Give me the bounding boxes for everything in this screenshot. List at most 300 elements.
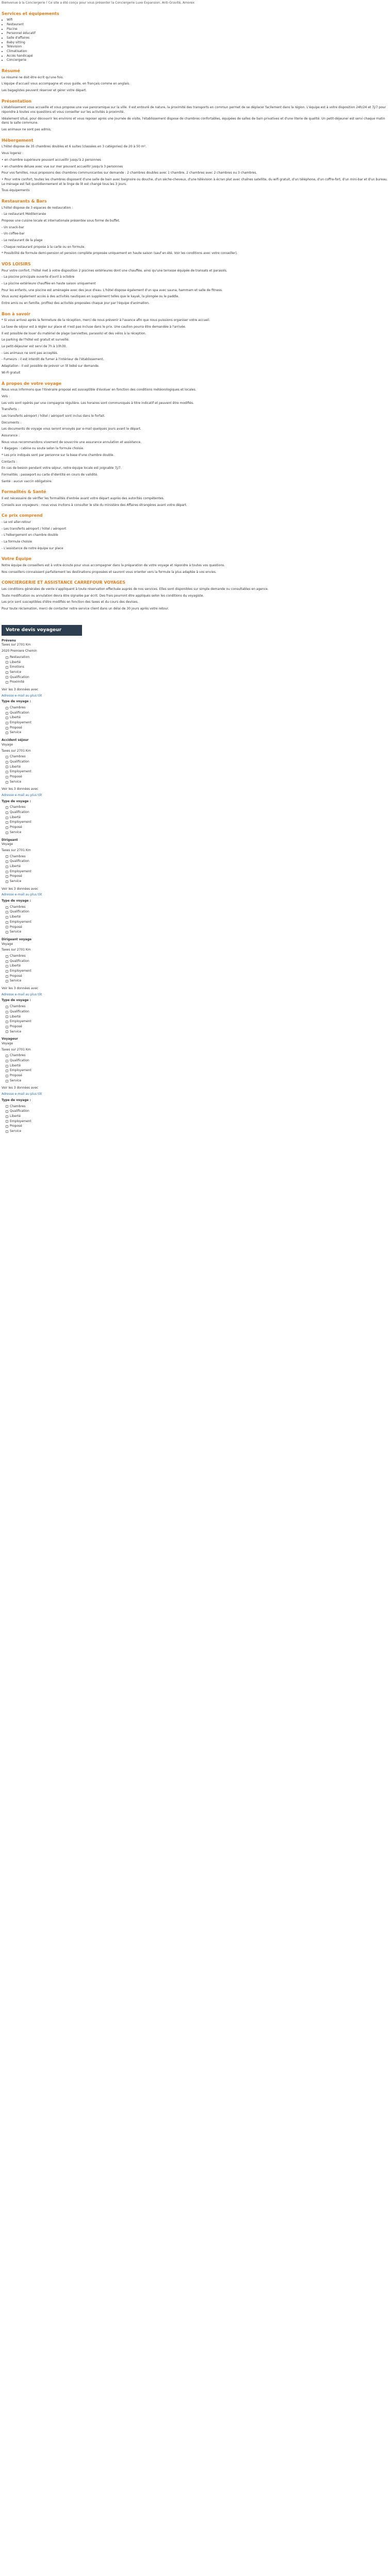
listing-price: Voyage <box>2 842 13 846</box>
section-equipe <box>2 556 389 574</box>
section-paragraph: * Possibilité de formule demi-pension et pension complète proposée uniquement en haute saison (sauf en été. Voir les conditions avec votre conseiller). <box>2 251 238 256</box>
service-option-label: Employement <box>10 1069 31 1073</box>
section-paragraph: Transferts : <box>2 408 19 412</box>
checkbox[interactable] <box>6 1011 8 1013</box>
checkbox[interactable] <box>6 661 8 664</box>
checkbox[interactable] <box>6 676 8 679</box>
type-choices <box>2 905 389 935</box>
listing-item <box>2 639 389 735</box>
section-title: Votre Équipe <box>2 556 32 562</box>
listing-services <box>2 954 389 984</box>
service-option[interactable] <box>6 680 389 685</box>
section-resume <box>2 68 389 93</box>
section-paragraph: Pour vos familles, nous proposons des chambres communicantes sur demande : 2 chambres doubles avec 1 chambre, 2 chambres avec 2 chambres ou 3 chambres. <box>2 171 257 175</box>
type-option-label: Chambres <box>10 1104 26 1108</box>
contact-row <box>2 694 389 699</box>
section-title: CONCIERGERIE ET ASSISTANCE CARREFOUR VOYAGES <box>2 580 126 585</box>
checkbox[interactable] <box>6 860 8 863</box>
section-paragraph: • Pour votre confort, toutes les chambres disposent d'une salle de bain avec baignoire ou douche, d'un sèche-cheveux, d'une télévision à écran plat avec chaînes satellite, du wifi gratuit, d'un téléphone, d'un coffre-fort, d'un mini-bar et d'un bureau. Le ménage est fait quotidiennement et le linge de lit est changé tous les 3 jours. <box>2 177 388 186</box>
listing-services <box>2 655 389 685</box>
section-title: Résumé <box>2 69 20 74</box>
section-paragraph: Le parking de l'hôtel est gratuit et surveillé. <box>2 338 70 342</box>
service-option[interactable] <box>6 655 389 660</box>
section-paragraph: Idéalement situé, pour découvrir les environs et vous reposer après une journée de visite, l'établissement dispose de chambres confortables, équipées de salles de bain privatives et d'une literie de qualité. Un petit-déjeuner est servi chaque matin dans la salle commune. <box>2 116 385 125</box>
checkbox[interactable] <box>6 926 8 928</box>
checkbox[interactable] <box>6 776 8 778</box>
checkbox[interactable] <box>6 1055 8 1057</box>
type-option-label: Employement <box>10 1020 31 1024</box>
service-item: • Accès handicapé <box>7 54 389 59</box>
type-option-label: Service <box>10 1129 22 1133</box>
service-option[interactable] <box>6 1064 389 1069</box>
checkbox[interactable] <box>6 955 8 958</box>
type-option[interactable] <box>6 1120 389 1124</box>
section-paragraph: Les bagagistes peuvent réserver et gérer votre départ. <box>2 89 87 93</box>
type-option[interactable] <box>6 925 389 930</box>
service-option[interactable] <box>6 979 389 984</box>
section-paragraph: - Les animaux ne sont pas acceptés. <box>2 351 58 355</box>
checkbox[interactable] <box>6 1125 8 1128</box>
section-paragraph: Pour toute réclamation, merci de contacter notre service client dans un délai de 30 jours après votre retour. <box>2 607 169 611</box>
section-paragraph: - Fumeurs : il est interdit de fumer à l'intérieur de l'établissement. <box>2 358 104 362</box>
service-option-label: Liberté <box>10 1063 21 1067</box>
checkbox[interactable] <box>6 855 8 858</box>
type-option[interactable] <box>6 1129 389 1134</box>
listing-distance: Voir les 3 données avec <box>2 887 39 891</box>
section-paragraph: - Un snack-bar <box>2 225 24 229</box>
service-option-label: Qualification <box>10 759 29 764</box>
section-paragraph: Les transferts aéroport / hôtel / aéroport sont inclus dans le forfait. <box>2 414 105 418</box>
type-option[interactable] <box>6 711 389 716</box>
checkbox[interactable] <box>6 880 8 883</box>
type-choices <box>2 1105 389 1134</box>
service-option[interactable] <box>6 675 389 680</box>
section-paragraph: - Le vol aller-retour <box>2 520 31 524</box>
type-option[interactable] <box>6 1025 389 1029</box>
section-paragraph: - Les transferts aéroport / hôtel / aéroport <box>2 527 67 531</box>
section-title: Hébergement <box>2 138 34 143</box>
checkbox[interactable] <box>6 875 8 878</box>
type-option[interactable] <box>6 905 389 910</box>
checkbox[interactable] <box>6 766 8 768</box>
service-option[interactable] <box>6 770 389 774</box>
section-paragraph: Vols : <box>2 394 10 398</box>
section-title: Présentation <box>2 98 32 104</box>
contact-link[interactable]: Adresse e-mail au plus tôt <box>2 793 42 798</box>
service-option[interactable] <box>6 765 389 770</box>
section-paragraph: Santé : aucun vaccin obligatoire. <box>2 479 53 483</box>
checkbox[interactable] <box>6 771 8 773</box>
section-paragraph: Les prix sont susceptibles d'être modifiés en fonction des taxes et du cours des devises. <box>2 600 139 604</box>
service-option-label: Liberté <box>10 964 21 968</box>
type-option[interactable] <box>6 820 389 825</box>
service-option-label: Liberté <box>10 765 21 769</box>
checkbox[interactable] <box>6 1060 8 1062</box>
section-paragraph: Le petit-déjeuner est servi de 7h à 10h30. <box>2 345 67 349</box>
checkbox[interactable] <box>6 1026 8 1028</box>
service-option[interactable] <box>6 859 389 864</box>
type-option-label: Qualification <box>10 810 29 815</box>
service-option[interactable] <box>6 1079 389 1083</box>
type-choices <box>2 1005 389 1034</box>
listing-distance: Voir les 3 données avec <box>2 787 39 791</box>
checkbox[interactable] <box>6 1105 8 1108</box>
service-item: • Wifi <box>7 18 389 23</box>
type-option[interactable] <box>6 930 389 935</box>
service-option-label: Proposé <box>10 874 22 878</box>
type-option[interactable] <box>6 1114 389 1119</box>
checkbox[interactable] <box>6 656 8 659</box>
checkbox[interactable] <box>6 732 8 734</box>
type-option-label: Qualification <box>10 1109 29 1113</box>
listing-name: Dirigeant <box>2 838 18 842</box>
checkbox[interactable] <box>6 921 8 924</box>
listing-distance: Voir les 3 données avec <box>2 1086 39 1090</box>
service-item: • Salle d'affaires <box>7 36 389 41</box>
section-paragraph: L'hôtel dispose de 35 chambres doubles et 6 suites (classées en 3 catégories) de 20 à 50 m². <box>2 145 146 149</box>
listing-address: 2020 Premiere Chemin <box>2 649 37 653</box>
checkbox[interactable] <box>6 906 8 909</box>
service-option-label: Proposé <box>10 974 22 978</box>
section-title: À propos de votre voyage <box>2 381 62 386</box>
section-paragraph: En cas de besoin pendant votre séjour, notre équipe locale est joignable 7j/7. <box>2 466 122 470</box>
service-option[interactable] <box>6 865 389 869</box>
service-item: • Baby sitting <box>7 41 389 45</box>
service-option[interactable] <box>6 780 389 785</box>
section-paragraph: Toute modification ou annulation devra être signalée par écrit. Des frais pourront être appliqués selon les conditions du voyagiste. <box>2 594 204 598</box>
checkbox[interactable] <box>6 756 8 758</box>
service-option[interactable] <box>6 959 389 964</box>
section-paragraph: Pour les enfants, une piscine est aménagée avec des jeux d'eau. L'hôtel dispose également d'un spa avec sauna, hammam et salle de fitness. <box>2 288 223 292</box>
checkbox[interactable] <box>6 727 8 730</box>
section-apropos <box>2 381 389 484</box>
type-option[interactable] <box>6 1015 389 1020</box>
listing-price: Voyage <box>2 1041 13 1045</box>
type-option-label: Chambres <box>10 706 26 710</box>
type-option[interactable] <box>6 805 389 810</box>
section-paragraph: Documents : <box>2 420 22 425</box>
service-option[interactable] <box>6 1059 389 1063</box>
service-option[interactable] <box>6 874 389 879</box>
checkbox[interactable] <box>6 761 8 764</box>
section-services <box>2 11 389 63</box>
service-option[interactable] <box>6 775 389 779</box>
contact-link[interactable]: Adresse e-mail au plus tôt <box>2 893 42 897</box>
checkbox[interactable] <box>6 866 8 868</box>
section-paragraph: Formalités : passeport ou carte d'identité en cours de validité. <box>2 473 99 477</box>
service-option[interactable] <box>6 670 389 675</box>
listing-item <box>2 938 389 1034</box>
listings <box>2 639 389 1134</box>
section-paragraph: Pour votre confort, l'hôtel met à votre disposition 2 piscines extérieures dont une chauffée, ainsi qu'une terrasse équipée de transats et parasols. <box>2 268 227 273</box>
listing-name: Accident séjour <box>2 738 29 742</box>
service-option-label: Employement <box>10 969 31 973</box>
service-option[interactable] <box>6 855 389 859</box>
checkbox[interactable] <box>6 1006 8 1008</box>
service-option-label: Employement <box>10 869 31 873</box>
section-restaurants <box>2 198 389 256</box>
type-option-label: Proposé <box>10 825 22 829</box>
type-option[interactable] <box>6 1005 389 1009</box>
checkbox[interactable] <box>6 707 8 709</box>
section-title: Bon à savoir <box>2 311 30 316</box>
services-list <box>2 18 389 63</box>
section-paragraph: Entre amis ou en famille, profitez des activités proposées chaque jour par l'équipe d'animation. <box>2 301 150 306</box>
checkbox[interactable] <box>6 970 8 973</box>
checkbox[interactable] <box>6 1065 8 1067</box>
section-paragraph: - La piscine principale ouverte d'avril à octobre <box>2 275 75 279</box>
type-option-label: Liberté <box>10 1014 21 1019</box>
service-option[interactable] <box>6 1069 389 1073</box>
listing-name: Prévenu <box>2 638 16 642</box>
checkbox[interactable] <box>6 717 8 719</box>
service-option[interactable] <box>6 1054 389 1058</box>
type-option-label: Liberté <box>10 716 21 720</box>
listing-distance: Voir les 3 données avec <box>2 987 39 991</box>
listing-distance: Voir les 3 données avec <box>2 687 39 691</box>
service-option[interactable] <box>6 969 389 974</box>
type-option-label: Chambres <box>10 805 26 809</box>
type-option-label: Employement <box>10 721 31 725</box>
section-paragraph: - L'assistance de notre équipe sur place <box>2 546 63 550</box>
section-paragraph: • Bagages : cabine ou soute selon la formule choisie. <box>2 447 84 451</box>
type-option-label: Service <box>10 1029 22 1033</box>
checkbox[interactable] <box>6 671 8 674</box>
type-option[interactable] <box>6 920 389 925</box>
section-title: Formalités & Santé <box>2 489 46 495</box>
type-choices <box>2 706 389 735</box>
section-paragraph: Wi-Fi gratuit <box>2 370 21 375</box>
section-cgv <box>2 580 389 611</box>
service-option[interactable] <box>6 974 389 979</box>
section-hebergement <box>2 138 389 193</box>
section-paragraph: - Un coffee-bar <box>2 232 25 236</box>
section-paragraph: Conseils aux voyageurs : nous vous invitons à consulter le site du ministère des Affaires étrangères avant votre départ. <box>2 503 187 507</box>
service-option-label: Chambres <box>10 1054 26 1058</box>
section-paragraph: Il est possible de louer du matériel de plage (serviettes, parasols) et des vélos à la réception. <box>2 331 146 335</box>
type-label: Type de voyage : <box>2 998 31 1003</box>
type-option[interactable] <box>6 731 389 735</box>
checkbox[interactable] <box>6 1021 8 1023</box>
listing-services <box>2 855 389 884</box>
service-option-label: Service <box>10 670 22 674</box>
type-option[interactable] <box>6 1010 389 1014</box>
service-item: • Télévision <box>7 45 389 49</box>
checkbox[interactable] <box>6 960 8 963</box>
checkbox[interactable] <box>6 722 8 724</box>
service-option-label: Proximité <box>10 680 25 684</box>
checkbox[interactable] <box>6 1110 8 1113</box>
checkbox[interactable] <box>6 681 8 684</box>
section-title: Services et équipements <box>2 11 59 16</box>
service-item: • Conciergerie <box>7 58 389 63</box>
section-paragraph: Assurance : <box>2 433 20 437</box>
checkbox[interactable] <box>6 1030 8 1033</box>
section-paragraph: - Le restaurant de la plage <box>2 238 43 242</box>
type-option-label: Qualification <box>10 910 29 914</box>
type-option-label: Chambres <box>10 1005 26 1009</box>
section-title: VOS LOISIRS <box>2 262 31 267</box>
section-paragraph: Les conditions générales de vente s'appliquent à toute réservation effectuée auprès de nos services. Elles sont disponibles sur simple demande ou consultables en agence. <box>2 587 269 591</box>
listing-name: Voyageur <box>2 1037 18 1041</box>
checkbox[interactable] <box>6 821 8 824</box>
checkbox[interactable] <box>6 1015 8 1018</box>
checkbox[interactable] <box>6 1115 8 1118</box>
section-paragraph: - La piscine extérieure chauffée en haute saison uniquement <box>2 282 96 285</box>
service-option-label: Proposé <box>10 1074 22 1078</box>
checkbox[interactable] <box>6 666 8 669</box>
type-option[interactable] <box>6 721 389 725</box>
checkbox[interactable] <box>6 1070 8 1072</box>
section-paragraph: L'hôtel dispose de 3 espaces de restauration : <box>2 206 73 210</box>
type-label: Type de voyage : <box>2 799 31 803</box>
section-paragraph: Nos conseillers connaissent parfaitement les destinations proposées et sauront vous orienter vers la formule la plus adaptée à vos envies. <box>2 570 217 574</box>
type-option-label: Employement <box>10 1119 31 1123</box>
type-option[interactable] <box>6 726 389 731</box>
service-option[interactable] <box>6 954 389 959</box>
listing-services <box>2 755 389 784</box>
service-option[interactable] <box>6 1074 389 1078</box>
type-option[interactable] <box>6 910 389 914</box>
type-option-label: Chambres <box>10 905 26 909</box>
checkbox[interactable] <box>6 712 8 715</box>
section-paragraph: Vous logerez : <box>2 151 24 156</box>
type-option-label: Employement <box>10 920 31 924</box>
contact-link[interactable]: Adresse e-mail au plus tôt <box>2 992 42 996</box>
checkbox[interactable] <box>6 1130 8 1133</box>
section-paragraph: Nous vous recommandons vivement de souscrire une assurance annulation et assistance. <box>2 440 142 444</box>
section-loisirs <box>2 261 389 306</box>
checkbox[interactable] <box>6 1120 8 1123</box>
type-option[interactable] <box>6 1030 389 1035</box>
section-paragraph: Notre équipe de conseillers est à votre écoute pour vous accompagner dans la préparation de votre voyage et répondre à toutes vos questions. <box>2 564 225 568</box>
checkbox[interactable] <box>6 871 8 873</box>
service-option[interactable] <box>6 760 389 765</box>
checkbox[interactable] <box>6 916 8 919</box>
type-option-label: Employement <box>10 820 31 824</box>
type-option[interactable] <box>6 706 389 710</box>
type-option[interactable] <box>6 1109 389 1114</box>
service-option[interactable] <box>6 870 389 874</box>
section-paragraph: Adaptation : Il est possible de prévoir un lit bébé sur demande. <box>2 364 100 368</box>
type-option-label: Proposé <box>10 925 22 929</box>
service-option-label: Employement <box>10 770 31 774</box>
type-option-label: Proposé <box>10 725 22 730</box>
service-item: • Personnel éducatif <box>7 31 389 36</box>
type-option[interactable] <box>6 831 389 835</box>
service-option-label: Qualification <box>10 675 29 679</box>
service-option[interactable] <box>6 660 389 665</box>
checkbox[interactable] <box>6 811 8 814</box>
type-option[interactable] <box>6 1124 389 1129</box>
intro-text: Bienvenue à la Conciergerie ! Ce site a été conçu pour vous présenter la Conciergerie Luxe Expansion, Anti-Gravité, Amorex <box>2 1 195 5</box>
section-paragraph: * Si vous arrivez après la fermeture de la réception, merci de nous prévenir à l'avance afin que nous puissions organiser votre accueil. <box>2 318 210 323</box>
listing-address: Taxes sur 2701 Km <box>2 1047 31 1052</box>
type-option[interactable] <box>6 915 389 920</box>
type-option[interactable] <box>6 1105 389 1109</box>
type-label: Type de voyage : <box>2 700 31 704</box>
section-paragraph: • en chambre supérieure pouvant accueillir jusqu'à 2 personnes <box>2 158 101 162</box>
checkbox[interactable] <box>6 806 8 809</box>
checkbox[interactable] <box>6 965 8 968</box>
section-title: Restaurants & Bars <box>2 198 47 204</box>
service-option[interactable] <box>6 879 389 884</box>
service-option-label: Liberté <box>10 864 21 868</box>
contact-row <box>2 993 389 997</box>
listing-price: Voyage <box>2 742 13 747</box>
checkbox[interactable] <box>6 817 8 819</box>
type-option-label: Liberté <box>10 815 21 819</box>
checkbox[interactable] <box>6 911 8 913</box>
checkbox[interactable] <box>6 832 8 834</box>
service-option-label: Qualification <box>10 959 29 963</box>
section-paragraph: - Chaque restaurant propose à la carte ou en formule. <box>2 245 86 249</box>
service-option-label: Chambres <box>10 854 26 858</box>
section-paragraph: * Les prix indiqués sont par personne sur la base d'une chambre double. <box>2 453 115 457</box>
contact-link[interactable]: Adresse e-mail au plus tôt <box>2 693 42 698</box>
type-option[interactable] <box>6 810 389 815</box>
service-option[interactable] <box>6 755 389 759</box>
checkbox[interactable] <box>6 781 8 784</box>
service-option-label: Service <box>10 879 22 884</box>
section-paragraph: Nous vous informons que l'itinéraire proposé est susceptible d'évoluer en fonction des conditions météorologiques et locales. <box>2 388 197 392</box>
section-paragraph: Propose une cuisine locale et internationale présentée sous forme de buffet. <box>2 218 120 223</box>
type-option-label: Service <box>10 830 22 834</box>
checkbox[interactable] <box>6 980 8 982</box>
type-option[interactable] <box>6 716 389 720</box>
section-paragraph: Les animaux ne sont pas admis. <box>2 128 52 132</box>
service-option[interactable] <box>6 964 389 969</box>
type-option-label: Proposé <box>10 1024 22 1028</box>
listing-price: Taxes sur 2701 Km <box>2 643 31 647</box>
checkbox[interactable] <box>6 1075 8 1077</box>
section-paragraph: Tous équipements <box>2 189 30 193</box>
type-option-label: Liberté <box>10 1114 21 1118</box>
type-option[interactable] <box>6 1020 389 1024</box>
contact-link[interactable]: Adresse e-mail au plus tôt <box>2 1092 42 1096</box>
contact-row <box>2 1092 389 1097</box>
service-option-label: Liberté <box>10 660 21 664</box>
listing-price: Voyage <box>2 942 13 946</box>
service-option-label: Chambres <box>10 954 26 958</box>
type-option-label: Service <box>10 930 22 934</box>
service-option[interactable] <box>6 665 389 670</box>
type-option[interactable] <box>6 816 389 820</box>
service-item: • Climatisation <box>7 49 389 54</box>
checkbox[interactable] <box>6 1080 8 1082</box>
contact-row <box>2 793 389 798</box>
checkbox[interactable] <box>6 826 8 829</box>
section-paragraph: La taxe de séjour est à régler sur place et n'est pas incluse dans le prix. Une caution pourra être demandée à l'arrivée. <box>2 325 186 329</box>
checkbox[interactable] <box>6 975 8 978</box>
service-item: • Piscine <box>7 27 389 32</box>
listing-address: Taxes sur 2701 Km <box>2 948 31 952</box>
section-paragraph: • en chambre deluxe avec vue sur mer pouvant accueillir jusqu'à 3 personnes <box>2 164 123 168</box>
checkbox[interactable] <box>6 931 8 934</box>
service-option-label: Service <box>10 779 22 784</box>
section-bienavoir <box>2 311 389 376</box>
section-paragraph: - La formule choisie <box>2 540 32 544</box>
section-paragraph: Les vols sont opérés par une compagnie régulière. Les horaires sont communiqués à titre indicatif et peuvent être modifiés. <box>2 401 194 405</box>
section-paragraph: Les documents de voyage vous seront envoyés par e-mail quelques jours avant le départ. <box>2 427 141 431</box>
section-title: Ce prix comprend <box>2 513 43 518</box>
section-paragraph: Vous aurez également accès à des activités nautiques en supplément telles que le kayak, la plongée ou le paddle. <box>2 295 180 299</box>
listing-services <box>2 1054 389 1083</box>
listing-name: Dirigeant voyage <box>2 937 32 941</box>
section-paragraph: L'équipe d'accueil vous accompagne et vous guide, en français comme en anglais. <box>2 82 131 86</box>
section-presentation <box>2 98 389 132</box>
type-option[interactable] <box>6 825 389 830</box>
